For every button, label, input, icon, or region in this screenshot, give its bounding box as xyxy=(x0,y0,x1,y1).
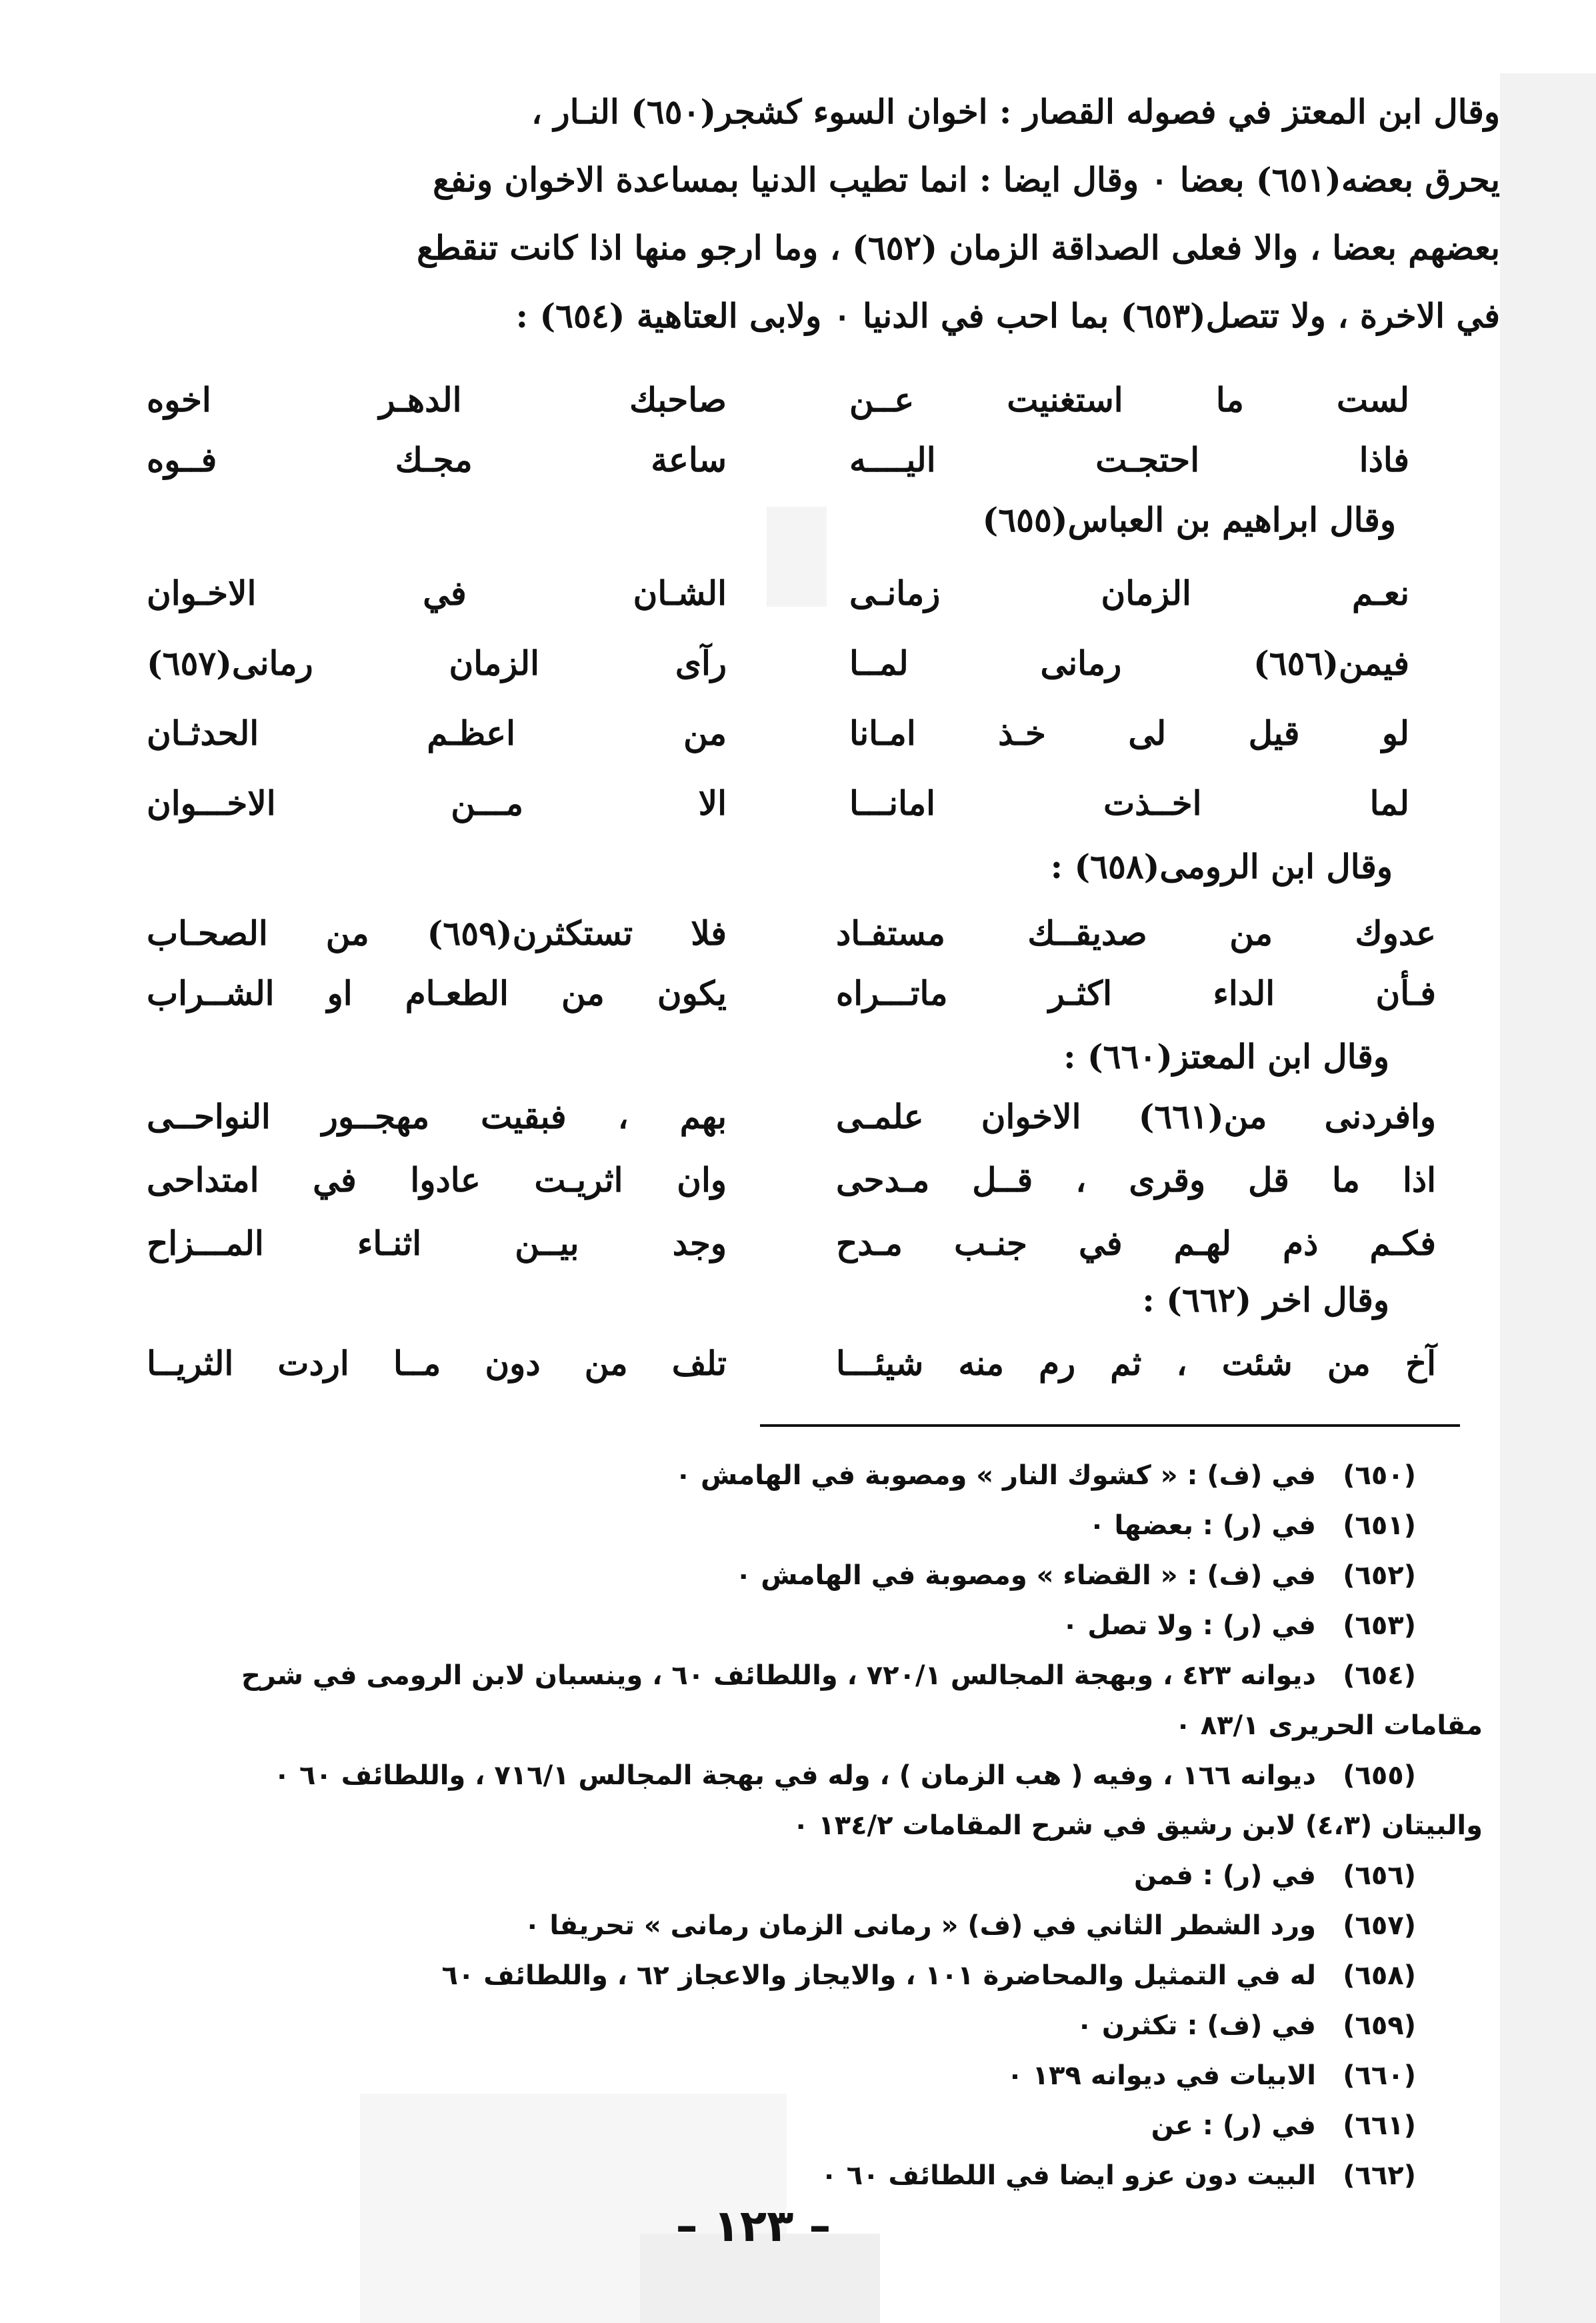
attribution-line: وقال ابن المعتز(٦٦٠) : xyxy=(1063,1037,1389,1076)
footnote xyxy=(1062,1610,1416,1641)
footnote-number: (٦٦٢) xyxy=(1343,2160,1416,2191)
footnote xyxy=(1007,2060,1416,2091)
prose-line: يحرق بعضه(٦٥١) بعضا ٠ وقال ايضا : انما تطيب الدنيا بمساعدة الاخوان ونفع xyxy=(433,160,1500,199)
footnote-number: (٦٥١) xyxy=(1343,1510,1416,1541)
verse-left-hemistich: الا مـــن الاخـــوان xyxy=(147,783,727,823)
verse-right-hemistich: عدوك من صديقــك مستفـاد xyxy=(836,913,1436,953)
verse-right-hemistich: لست ما استغنيت عــن xyxy=(849,380,1409,419)
prose-line: وقال ابن المعتز في فصوله القصار : اخوان السوء كشجر(٦٥٠) النـار ، xyxy=(531,92,1500,131)
footnote-continuation: مقامات الحريرى ٨٣/١ ٠ xyxy=(1175,1710,1483,1741)
footnote-text: في (ف) : « كشوك النار » ومصوبة في الهامش ٠ xyxy=(675,1460,1316,1491)
footnote xyxy=(524,1910,1416,1941)
footnote xyxy=(442,1960,1416,1991)
footnote-number: (٦٥٣) xyxy=(1343,1610,1416,1641)
verse-left-hemistich: الشـان في الاخـوان xyxy=(147,573,727,613)
verse-right-hemistich: فاذا احتجـت اليــــه xyxy=(849,440,1409,479)
verse-right-hemistich: فـأن الداء اكثـر ماتـــراه xyxy=(836,973,1436,1013)
footnote-text: له في التمثيل والمحاضرة ١٠١ ، والايجاز والاعجاز ٦٢ ، واللطائف ٦٠ xyxy=(441,1960,1316,1991)
attribution-line: وقال ابن الرومى(٦٥٨) : xyxy=(1050,847,1393,886)
footnote xyxy=(821,2160,1416,2191)
footnote-text: ديوانه ١٦٦ ، وفيه ( هب الزمان ) ، وله في بهجة المجالس ٧١٦/١ ، واللطائف ٦٠ ٠ xyxy=(273,1760,1316,1791)
footnote xyxy=(675,1460,1416,1491)
verse-right-hemistich: نعـم الزمان زمانـى xyxy=(849,573,1409,613)
footnote-number: (٦٥٠) xyxy=(1343,1460,1416,1491)
footnote-text: في (ر) : فمن xyxy=(1133,1860,1316,1891)
verse-right-hemistich: آخ من شئت ، ثم رم منه شيئـــا xyxy=(836,1344,1436,1383)
footnote-number: (٦٦١) xyxy=(1343,2110,1416,2141)
verse-left-hemistich: وجد بيــن اثنـاء المـــزاح xyxy=(147,1224,727,1263)
scan-margin-shadow xyxy=(1500,73,1596,2323)
footnote xyxy=(735,1560,1416,1591)
verse-right-hemistich: فكـم ذم لهـم في جنـب مـدح xyxy=(836,1224,1436,1263)
verse-left-hemistich: وان اثريـت عادوا في امتداحى xyxy=(147,1160,727,1200)
footnote xyxy=(274,1760,1416,1791)
verse-left-hemistich: بهم ، فبقيت مهجــور النواحــى xyxy=(147,1097,727,1136)
verse-left-hemistich: فلا تستكثرن(٦٥٩) من الصحـاب xyxy=(147,913,727,953)
footnote xyxy=(1089,1510,1416,1541)
footnote-number: (٦٥٦) xyxy=(1343,1860,1416,1891)
footnote xyxy=(241,1660,1416,1691)
verse-right-hemistich: وافردنى من(٦٦١) الاخوان علمـى xyxy=(836,1097,1437,1136)
verse-left-hemistich: تلف من دون مــا اردت الثريــا xyxy=(147,1344,727,1383)
verse-right-hemistich: فيمن(٦٥٦) رمانى لمــا xyxy=(849,643,1409,683)
footnote xyxy=(1077,2010,1416,2041)
attribution-line: وقال اخر (٦٦٢) : xyxy=(1142,1280,1389,1320)
footnote xyxy=(1134,1860,1416,1891)
verse-right-hemistich: لو قيل لى خـذ امـانا xyxy=(849,713,1409,753)
footnote-number: (٦٥٩) xyxy=(1343,2010,1416,2041)
verse-left-hemistich: يكون من الطعـام او الشــراب xyxy=(147,973,727,1013)
footnote-number: (٦٥٤) xyxy=(1343,1660,1416,1691)
attribution-line: وقال ابراهيم بن العباس(٦٥٥) xyxy=(982,500,1396,539)
prose-line: بعضهم بعضا ، والا فعلى الصداقة الزمان (٦٥٢) ، وما ارجو منها اذا كانت تنقطع xyxy=(417,228,1500,267)
footnote-text: في (ر) : عن xyxy=(1151,2110,1316,2141)
prose-line: في الاخرة ، ولا تتصل(٦٥٣) بما احب في الدنيا ٠ ولابى العتاهية (٦٥٤) : xyxy=(515,296,1500,335)
footnote-text: البيت دون عزو ايضا في اللطائف ٦٠ ٠ xyxy=(821,2160,1316,2191)
footnote-number: (٦٥٨) xyxy=(1343,1960,1416,1991)
footnote-number: (٦٥٥) xyxy=(1343,1760,1416,1791)
footnote-text: الابيات في ديوانه ١٣٩ ٠ xyxy=(1007,2060,1316,2091)
verse-left-hemistich: ساعة مجـك فــوه xyxy=(147,440,727,479)
footnote-number: (٦٥٢) xyxy=(1343,1560,1416,1591)
footnote-text: في (ف) : « القضاء » ومصوبة في الهامش ٠ xyxy=(735,1560,1316,1591)
page-number: – ١٢٣ – xyxy=(675,2200,831,2252)
footnote-number: (٦٦٠) xyxy=(1343,2060,1416,2091)
footnote-continuation: والبيتان (٤،٣) لابن رشيق في شرح المقامات ١٣٤/٢ ٠ xyxy=(792,1810,1483,1841)
verse-left-hemistich: من اعظـم الحدثـان xyxy=(147,713,727,753)
footnote-text: في (ر) : ولا تصل ٠ xyxy=(1061,1610,1316,1641)
footnote-separator xyxy=(760,1424,1460,1427)
footnote-text: ورد الشطر الثاني في (ف) « رمانى الزمان رمانى » تحريفا ٠ xyxy=(524,1910,1316,1941)
verse-left-hemistich: صاحبك الدهـر اخوه xyxy=(147,380,727,419)
footnote-text: في (ف) : تكثرن ٠ xyxy=(1076,2010,1316,2041)
footnote xyxy=(1151,2110,1416,2141)
verse-right-hemistich: لما اخــذت امانـــا xyxy=(849,783,1409,823)
footnote-text: في (ر) : بعضها ٠ xyxy=(1089,1510,1316,1541)
scan-smudge xyxy=(767,507,827,607)
footnote-number: (٦٥٧) xyxy=(1343,1910,1416,1941)
verse-left-hemistich: رآى الزمان رمانى(٦٥٧) xyxy=(147,643,727,683)
verse-right-hemistich: اذا ما قل وقرى ، قــل مـدحى xyxy=(836,1160,1436,1200)
footnote-text: ديوانه ٤٢٣ ، وبهجة المجالس ٧٢٠/١ ، واللطائف ٦٠ ، وينسبان لابن الرومى في شرح xyxy=(241,1660,1316,1691)
